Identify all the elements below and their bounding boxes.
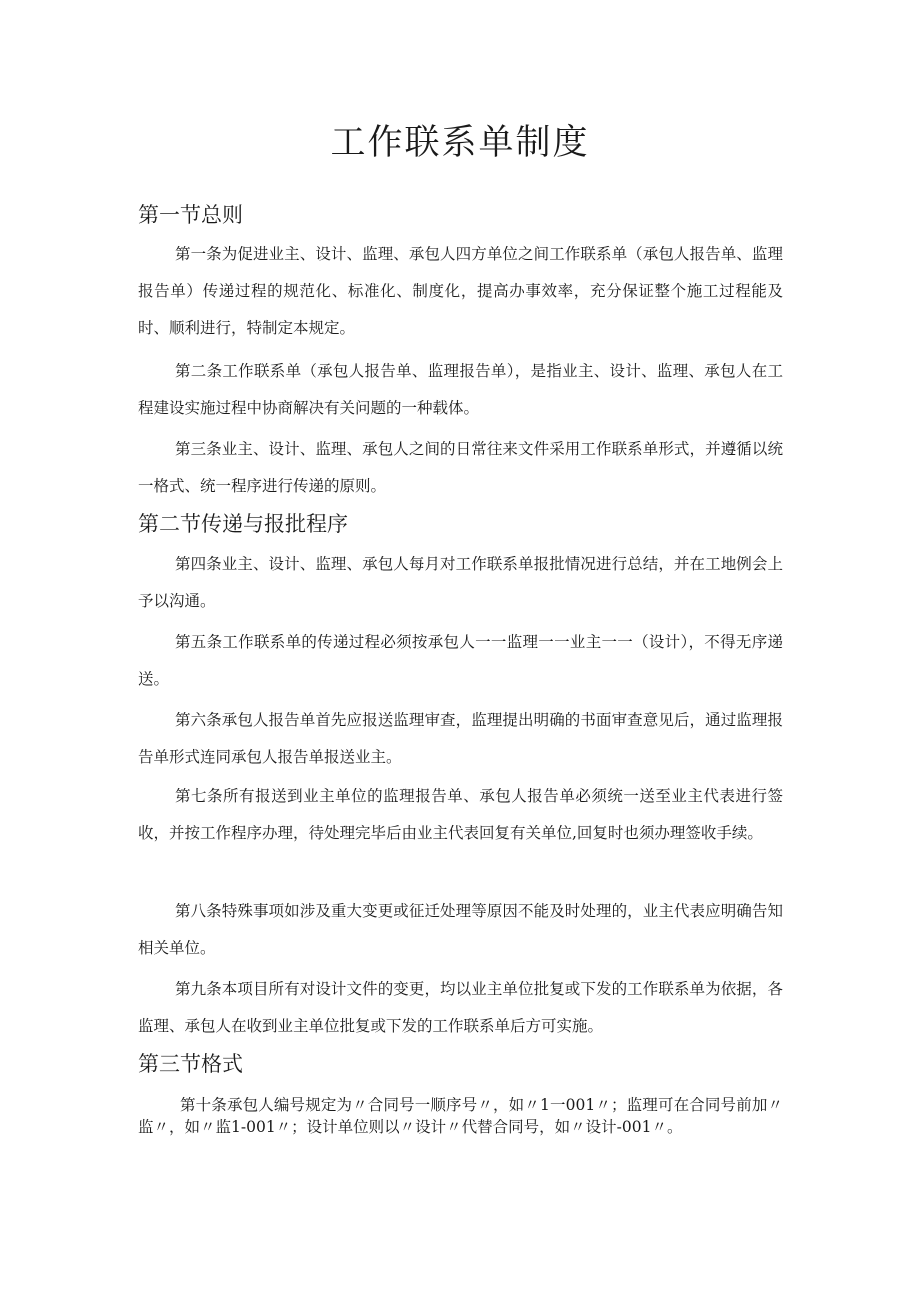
section-heading-format: 第三节格式 <box>138 1052 243 1076</box>
article-4-paragraph: 第四条业主、设计、监理、承包人每月对工作联系单报批情况进行总结，并在工地例会上予以沟通。 <box>138 555 783 610</box>
section-heading-procedure: 第二节传递与报批程序 <box>138 512 348 536</box>
document-title: 工作联系单制度 <box>330 123 590 163</box>
article-5-paragraph: 第五条工作联系单的传递过程必须按承包人一一监理一一业主一一（设计），不得无序递送。 <box>138 633 783 688</box>
article-7-paragraph: 第七条所有报送到业主单位的监理报告单、承包人报告单必须统一送至业主代表进行签收，并按工作程序办理，待处理完毕后由业主代表回复有关单位,回复时也须办理签收手续。 <box>138 787 783 842</box>
article-2-paragraph: 第二条工作联系单（承包人报告单、监理报告单），是指业主、设计、监理、承包人在工程建设实施过程中协商解决有关问题的一种载体。 <box>138 362 783 417</box>
article-9-paragraph: 第九条本项目所有对设计文件的变更，均以业主单位批复或下发的工作联系单为依据，各监理、承包人在收到业主单位批复或下发的工作联系单后方可实施。 <box>138 980 783 1035</box>
article-10-paragraph: 第十条承包人编号规定为〃合同号一顺序号〃，如〃1一001〃；监理可在合同号前加〃监〃，如〃监1-001〃；设计单位则以〃设计〃代替合同号，如〃设计-001〃。 <box>138 1096 783 1136</box>
article-8-paragraph: 第八条特殊事项如涉及重大变更或征迁处理等原因不能及时处理的，业主代表应明确告知相关单位。 <box>138 902 783 957</box>
section-heading-general: 第一节总则 <box>138 203 243 227</box>
article-1-paragraph: 第一条为促进业主、设计、监理、承包人四方单位之间工作联系单（承包人报告单、监理报告单）传递过程的规范化、标准化、制度化，提高办事效率，充分保证整个施工过程能及时、顺利进行，特制定本规定。 <box>138 245 783 337</box>
article-3-paragraph: 第三条业主、设计、监理、承包人之间的日常往来文件采用工作联系单形式，并遵循以统一格式、统一程序进行传递的原则。 <box>138 440 783 495</box>
article-6-paragraph: 第六条承包人报告单首先应报送监理审查，监理提出明确的书面审查意见后，通过监理报告单形式连同承包人报告单报送业主。 <box>138 711 783 766</box>
